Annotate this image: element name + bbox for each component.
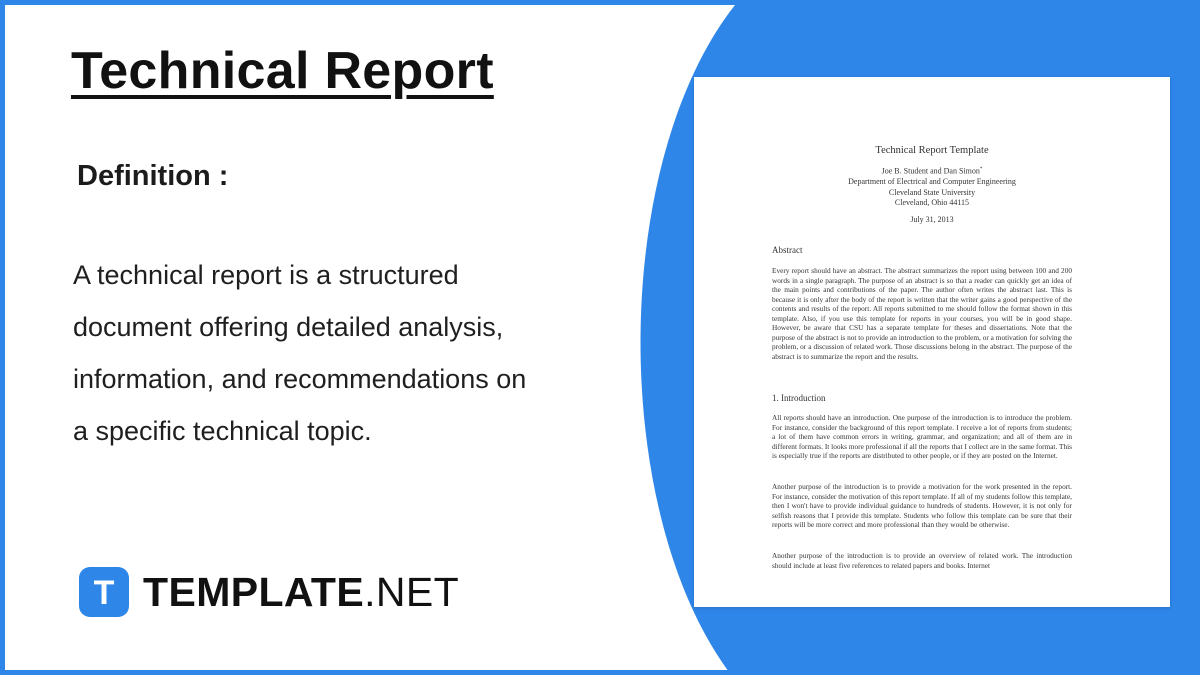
page-title: Technical Report [71,42,494,100]
doc-date: July 31, 2013 [910,215,954,224]
brand-logo[interactable] [79,567,459,617]
doc-department: Department of Electrical and Computer Engineering [848,177,1016,187]
doc-intro-paragraph-1: All reports should have an introduction. One purpose of the introduction is to introduce the problem. For instance, consider the background of this report template. I receive a lot of reports from students; a lot of them have common errors in writing, grammar, and organization; and all of them are in different formats. It looks more professional if all the reports that I collect are in the same format. This is especially true if the reports are distributed to other people, or if they are posted on the Internet. [772,413,1072,461]
brand-name-suffix: .NET [364,568,460,615]
doc-author-mark: * [979,167,983,172]
brand-t-icon [79,567,129,617]
brand-name-bold: TEMPLATE [143,568,365,615]
doc-location: Cleveland, Ohio 44115 [894,198,970,208]
doc-intro-paragraph-2: Another purpose of the introduction is to provide a motivation for the work presented in the report. For instance, consider the motivation of this report template. If all of my students follow this template, then I won't have to provide individual guidance to hundreds of students. However, it is not only for selfish reasons that I provide this template. Students who follow this template can be sure that their reports will be more correct and more professional than they would be otherwise. [772,482,1072,530]
doc-abstract-heading: Abstract [772,245,803,255]
doc-title: Technical Report Template [875,145,989,156]
brand-badge-letter: T [93,574,115,612]
definition-text: A technical report is a structured document offering detailed analysis, information, and recommendations on a specific technical topic. [73,260,527,446]
doc-author-block [694,165,1170,209]
doc-university: Cleveland State University [888,187,976,197]
brand-name [143,569,459,616]
doc-intro-paragraph-3: Another purpose of the introduction is to provide an overview of related work. The introduction should include at least five references to related papers and books. Internet [772,551,1072,570]
definition-label: Definition : [77,160,229,192]
doc-authors-names: Joe B. Student and Dan Simon [881,166,980,176]
doc-abstract-text: Every report should have an abstract. The abstract summarizes the report using between 100 and 200 words in a single paragraph. The purpose of an abstract is so that a reader can quickly get an idea of the main points and contributions of the paper. The author often writes the abstract last. This is because it is only after the body of the report is written that the writer gains a good perspective of the contents and results of the report. All reports submitted to me should follow the format shown in this template. Also, if you use this template for reports in your courses, you will be in good shape. However, be aware that CSU has a separate template for theses and dissertations. Note that the purpose of the abstract is not to provide an introduction to the problem, or a motivation for solving the problem, or a discussion of related work. Those discussions belong in the abstract. The purpose of the abstract is to summarize the report and the results. [772,266,1072,361]
doc-intro-heading: 1. Introduction [772,393,826,403]
document-preview [694,77,1170,607]
doc-authors [694,165,1170,177]
